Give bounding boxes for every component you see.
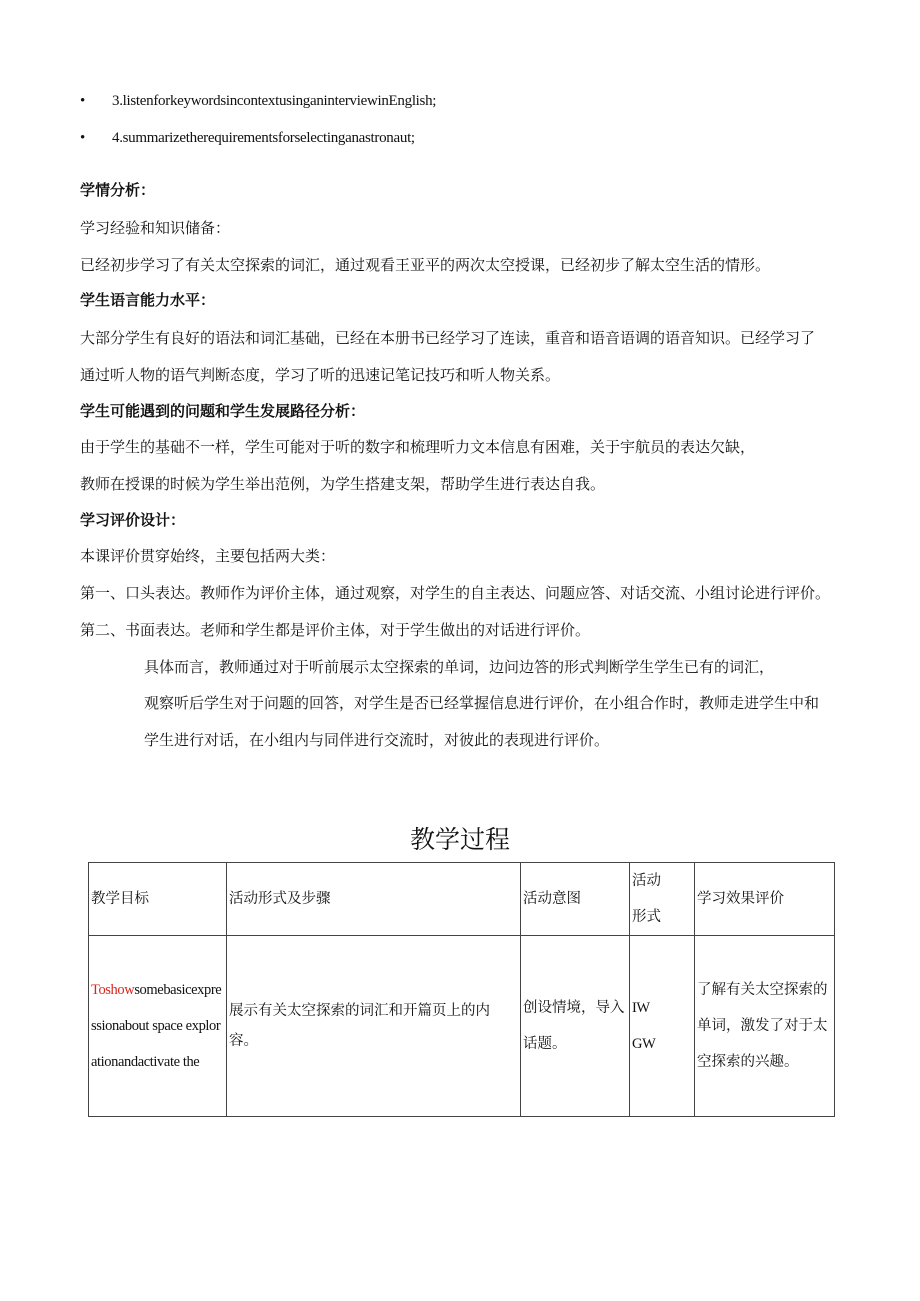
- paragraph: 由于学生的基础不一样，学生可能对于听的数字和梳理听力文本信息有困难，关于宇航员的表达欠缺，: [80, 438, 756, 456]
- paragraph: 教师在授课的时候为学生举出范例，为学生搭建支架，帮助学生进行表达自我。: [80, 475, 606, 493]
- header-cell: 活动形式及步骤: [227, 863, 521, 936]
- label: 学习经验和知识储备：: [80, 219, 231, 237]
- steps-cell: 展示有关太空探索的词汇和开篇页上的内容。: [227, 936, 521, 1117]
- goal-text: somebasicexpressionabout space explorationandactivate the: [91, 982, 222, 1070]
- header-cell: [630, 863, 695, 936]
- paragraph: 已经初步学习了有关太空探索的词汇，通过观看王亚平的两次太空授课，已经初步了解太空生活的情形。: [80, 256, 771, 274]
- goal-cell: [89, 936, 227, 1117]
- section-heading: 学情分析：: [80, 181, 156, 199]
- form-item: IW: [632, 1000, 650, 1016]
- process-table: [88, 862, 835, 1117]
- bullet-icon: •: [80, 130, 85, 146]
- bullet-icon: •: [80, 93, 85, 109]
- header-line: 活动: [632, 873, 661, 889]
- header-cell: 学习效果评价: [695, 863, 835, 936]
- header-cell: 教学目标: [89, 863, 227, 936]
- paragraph: 观察听后学生对于问题的回答，对学生是否已经掌握信息进行评价，在小组合作时，教师走进学生中和: [144, 694, 820, 712]
- table-header-row: [89, 863, 835, 936]
- paragraph: 第二、书面表达。老师和学生都是评价主体，对于学生做出的对话进行评价。: [80, 621, 591, 639]
- objective-item: [80, 130, 415, 147]
- header-cell: 活动意图: [521, 863, 630, 936]
- section-heading: 学生语言能力水平：: [80, 291, 216, 309]
- paragraph: 第一、口头表达。教师作为评价主体，通过观察，对学生的自主表达、问题应答、对话交流、小组讨论进行评价。: [80, 584, 831, 602]
- process-title: 教学过程: [409, 825, 510, 854]
- effect-cell: 了解有关太空探索的单词，激发了对于太空探索的兴趣。: [695, 936, 835, 1117]
- paragraph: 本课评价贯穿始终，主要包括两大类：: [80, 547, 336, 565]
- section-heading: 学习评价设计：: [80, 511, 186, 529]
- forms-cell: [630, 936, 695, 1117]
- form-item: GW: [632, 1036, 656, 1052]
- paragraph: 大部分学生有良好的语法和词汇基础，已经在本册书已经学习了连读，重音和语音语调的语音知识。已经学习了: [80, 329, 816, 347]
- objective-text: 4.summarizetherequirementsforselectinganastronaut;: [112, 130, 415, 146]
- goal-highlight: Toshow: [91, 982, 135, 998]
- section-heading: 学生可能遇到的问题和学生发展路径分析：: [80, 402, 366, 420]
- objective-text: 3.listenforkeywordsincontextusinganinterviewinEnglish;: [112, 93, 437, 109]
- intent-cell: 创设情境，导入话题。: [521, 936, 630, 1117]
- paragraph: 通过听人物的语气判断态度，学习了听的迅速记笔记技巧和听人物关系。: [80, 366, 561, 384]
- paragraph: 具体而言，教师通过对于听前展示太空探索的单词，边问边答的形式判断学生学生已有的词汇，: [144, 658, 775, 676]
- paragraph: 学生进行对话，在小组内与同伴进行交流时，对彼此的表现进行评价。: [144, 731, 610, 749]
- header-line: 形式: [632, 909, 661, 925]
- objective-item: [80, 93, 436, 110]
- table-row: [89, 936, 835, 1117]
